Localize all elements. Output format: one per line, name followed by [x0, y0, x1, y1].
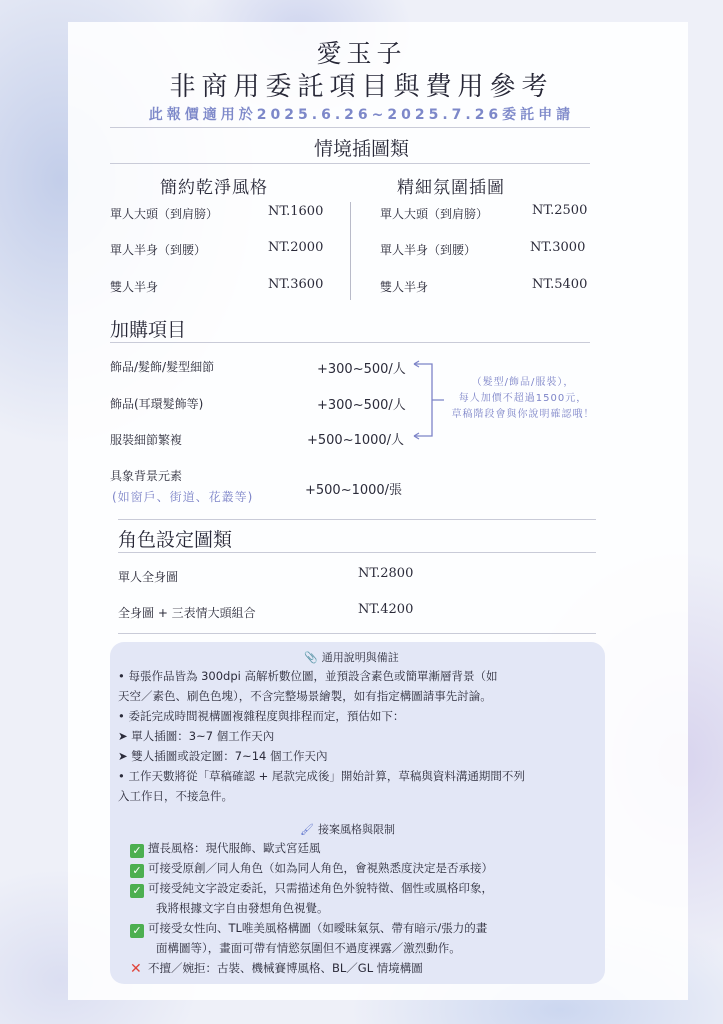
style-item: ✕ 不擅／婉拒：古裝、機械賽博風格、BL／GL 情境構圖 [130, 961, 423, 977]
validity-subtitle: 此報價適用於2025.6.26~2025.7.26委託申請 [148, 107, 575, 123]
simple-row-label: 單人半身（到腰） [110, 243, 207, 257]
detailed-row-label: 單人半身（到腰） [380, 243, 477, 257]
page-title: 非商用委託項目與費用參考 [169, 72, 554, 102]
character-row-price: NT.2800 [358, 566, 414, 581]
note-line: • 每張作品皆為 300dpi 高解析數位圖，並預設含素色或簡單漸層背景（如 [118, 669, 498, 683]
character-row-label: 單人全身圖 [118, 570, 179, 584]
check-icon: ✓ [130, 924, 144, 938]
addon-price: +500~1000/人 [307, 433, 405, 448]
style-item: ✓ 可接受純文字設定委託，只需描述角色外貌特徵、個性或風格印象， [130, 878, 600, 898]
addon-label: 飾品(耳環髮飾等) [110, 397, 204, 411]
character-section-title: 角色設定圖類 [118, 529, 233, 551]
note-line: ➤ 雙人插圖或設定圖：7~14 個工作天內 [118, 749, 328, 763]
detailed-row-label: 單人大頭（到肩膀） [380, 207, 489, 221]
style-item: ✓ 可接受女性向、TL唯美風格構圖（如曖昧氣氛、帶有暗示/張力的畫 [130, 918, 600, 938]
notes-list [118, 666, 604, 806]
detailed-row-price: NT.3000 [530, 240, 586, 255]
divider [118, 519, 596, 520]
addon-label: 具象背景元素 [110, 469, 183, 483]
simple-row-price: NT.3600 [268, 277, 324, 292]
detailed-row-label: 雙人半身 [380, 280, 429, 294]
simple-style-title: 簡約乾淨風格 [160, 178, 268, 198]
divider [110, 163, 590, 164]
check-icon: ✓ [130, 884, 144, 898]
character-row-label: 全身圖 + 三表情大頭組合 [118, 606, 256, 620]
cross-icon: ✕ [130, 961, 142, 977]
simple-row-label: 單人大頭（到肩膀） [110, 207, 219, 221]
divider [110, 127, 590, 128]
styles-heading: 🖌 接案風格與限制 [300, 823, 395, 836]
paperclip-icon: 📎 [304, 651, 318, 664]
addon-price: +300~500/人 [317, 362, 406, 377]
detailed-style-title: 精細氛圍插圖 [397, 178, 505, 198]
scene-section-title: 情境插圖類 [313, 138, 409, 160]
divider [110, 342, 590, 343]
artist-name: 愛玉子 [316, 39, 407, 68]
note-line: 入工作日，不接急件。 [118, 789, 233, 803]
addon-label: 服裝細節繁複 [110, 433, 183, 447]
note-line: • 工作天數將從「草稿確認 + 尾款完成後」開始計算，草稿與資料溝通期間不列 [118, 769, 525, 783]
divider [118, 633, 596, 634]
note-line: 天空／素色、刷色色塊），不含完整場景繪製，如有指定構圖請事先討論。 [118, 689, 492, 703]
simple-row-label: 雙人半身 [110, 280, 159, 294]
detailed-row-price: NT.2500 [532, 203, 588, 218]
style-item-cont: 面構圖等），畫面可帶有情慾氛圍但不過度裸露／激烈動作。 [156, 941, 461, 955]
addon-sublabel: (如窗戶、街道、花叢等) [112, 490, 254, 504]
detailed-row-price: NT.5400 [532, 277, 588, 292]
style-item-cont: 我將根據文字自由發想角色視覺。 [156, 901, 329, 915]
addon-price: +500~1000/張 [305, 483, 403, 498]
styles-list [130, 838, 600, 979]
check-icon: ✓ [130, 844, 144, 858]
character-row-price: NT.4200 [358, 602, 414, 617]
note-line: ➤ 單人插圖：3~7 個工作天內 [118, 729, 275, 743]
note-line: • 委託完成時間視構圖複雜程度與排程而定，預估如下： [118, 709, 405, 723]
simple-row-price: NT.2000 [268, 240, 324, 255]
divider [118, 552, 596, 553]
notes-heading: 📎 通用說明與備註 [304, 651, 399, 664]
addon-price: +300~500/人 [317, 398, 406, 413]
addon-note: （髮型/飾品/服裝）， 每人加價不超過1500元， 草稿階段會與你說明確認哦！ [451, 377, 595, 420]
style-item: ✓ 可接受原創／同人角色（如為同人角色，會視熟悉度決定是否承接） [130, 858, 600, 878]
column-divider [350, 202, 351, 300]
paintbrush-icon: 🖌 [300, 823, 314, 836]
addon-label: 飾品/髮飾/髮型細節 [110, 360, 215, 374]
style-item: ✓ 擅長風格：現代服飾、歐式宮廷風 [130, 838, 600, 858]
addons-title: 加購項目 [110, 319, 187, 341]
simple-row-price: NT.1600 [268, 204, 324, 219]
check-icon: ✓ [130, 864, 144, 878]
